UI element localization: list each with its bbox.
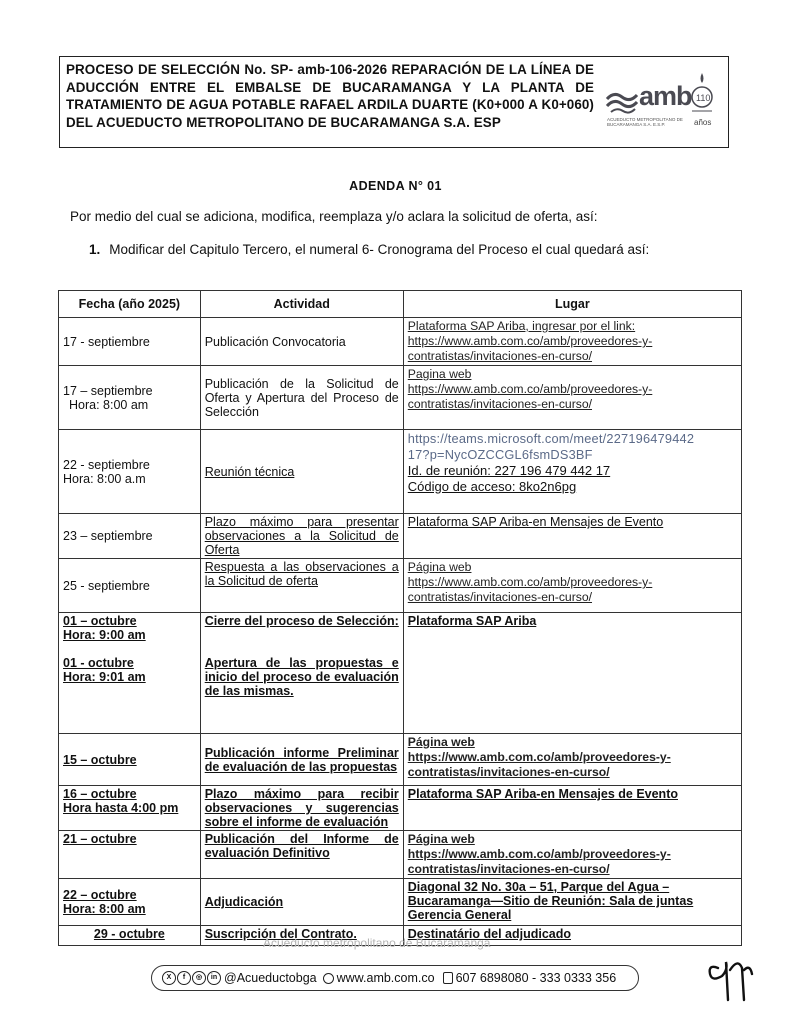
column-header-place: Lugar bbox=[403, 291, 741, 318]
place-cell: Plataforma SAP Ariba, ingresar por el link: https://www.amb.com.co/amb/proveedores-y- contratistas/invitaciones-en-curso/ bbox=[403, 318, 741, 366]
water-wave-icon bbox=[605, 89, 639, 115]
phone-icon bbox=[443, 972, 453, 984]
teams-meeting-link[interactable]: https://teams.microsoft.com/meet/227196479442 bbox=[407, 431, 695, 446]
proveedores-link[interactable]: https://www.amb.com.co/amb/proveedores-y- bbox=[407, 750, 671, 764]
phone-numbers: 607 6898080 - 333 0333 356 bbox=[455, 971, 617, 985]
globe-icon bbox=[323, 973, 334, 984]
place-cell: https://teams.microsoft.com/meet/227196479442 17?p=NycOZCCGL6fsmDS3BF Id. de reunión: 227 196 479 442 17 Código de acceso: 8ko2n6pg bbox=[403, 430, 741, 514]
place-cell: Diagonal 32 No. 30a – 51, Parque del Agua – Bucaramanga—Sitio de Reunión: Sala de juntas Gerencia General bbox=[403, 879, 741, 926]
instagram-icon[interactable]: ◎ bbox=[192, 971, 206, 985]
item-text: Modificar del Capitulo Tercero, el numeral 6- Cronograma del Proceso el cual quedará así: bbox=[109, 242, 650, 257]
place-cell: Página web https://www.amb.com.co/amb/proveedores-y- contratistas/invitaciones-en-curso/ bbox=[403, 559, 741, 613]
amb-logo bbox=[603, 81, 721, 137]
svg-text:110: 110 bbox=[696, 93, 711, 103]
date-cell: 29 - octubre bbox=[59, 926, 201, 946]
date-cell: 17 – septiembre Hora: 8:00 am bbox=[59, 366, 201, 430]
process-title: PROCESO DE SELECCIÓN No. SP- amb-106-2026 REPARACIÓN DE LA LÍNEA DE ADUCCIÓN ENTRE EL EMBALSE DE BUCARAMANGA Y LA PLANTA DE TRATAMIENTO DE AGUA POTABLE RAFAEL ARDILA DUARTE (K0+000 A K0+060) DEL ACUEDUCTO METROPOLITANO DE BUCARAMANGA S.A. ESP bbox=[66, 62, 594, 130]
place-cell: Plataforma SAP Ariba-en Mensajes de Evento bbox=[403, 786, 741, 831]
handwritten-signature bbox=[700, 950, 760, 1005]
social-icons bbox=[162, 971, 221, 985]
facebook-icon[interactable]: f bbox=[177, 971, 191, 985]
activity-cell: Respuesta a las observaciones a la Solicitud de oferta bbox=[200, 559, 403, 613]
table-row bbox=[59, 831, 742, 879]
activity-cell: Adjudicación bbox=[200, 879, 403, 926]
table-row bbox=[59, 559, 742, 613]
place-cell: Plataforma SAP Ariba-en Mensajes de Evento bbox=[403, 514, 741, 559]
date-cell: 17 - septiembre bbox=[59, 318, 201, 366]
linkedin-icon[interactable]: in bbox=[207, 971, 221, 985]
activity-cell: Publicación del Informe de evaluación Definitivo bbox=[200, 831, 403, 879]
table-row bbox=[59, 430, 742, 514]
date-cell: 01 – octubre Hora: 9:00 am 01 - octubre Hora: 9:01 am bbox=[59, 613, 201, 734]
place-cell: Pagina web https://www.amb.com.co/amb/proveedores-y- contratistas/invitaciones-en-curso/ bbox=[403, 366, 741, 430]
place-cell: Destinatário del adjudicado bbox=[403, 926, 741, 946]
watermark-text: Acueducto metropolitano de Bucaramanga bbox=[263, 936, 491, 950]
social-handle[interactable]: @Acueductobga bbox=[224, 971, 317, 985]
contact-footer bbox=[151, 965, 639, 991]
activity-cell: Plazo máximo para recibir observaciones y sugerencias sobre el informe de evaluación bbox=[200, 786, 403, 831]
table-row bbox=[59, 734, 742, 786]
table-header-row bbox=[59, 291, 742, 318]
date-cell: 22 – octubre Hora: 8:00 am bbox=[59, 879, 201, 926]
table-row bbox=[59, 879, 742, 926]
table-row bbox=[59, 366, 742, 430]
table-row bbox=[59, 318, 742, 366]
logo-text: amb bbox=[639, 81, 692, 111]
proveedores-link[interactable]: https://www.amb.com.co/amb/proveedores-y- bbox=[407, 847, 671, 861]
anniversary-seal-icon bbox=[689, 71, 715, 123]
table-row bbox=[59, 613, 742, 734]
place-cell: Página web https://www.amb.com.co/amb/proveedores-y- contratistas/invitaciones-en-curso/ bbox=[403, 734, 741, 786]
date-cell: 23 – septiembre bbox=[59, 514, 201, 559]
activity-cell: Cierre del proceso de Selección: Apertura de las propuestas e inicio del proceso de evaluación de las mismas. bbox=[200, 613, 403, 734]
proveedores-link[interactable]: https://www.amb.com.co/amb/proveedores-y- bbox=[407, 334, 653, 348]
activity-cell: Publicación Convocatoria bbox=[200, 318, 403, 366]
anniversary-label: años bbox=[694, 118, 712, 127]
place-cell: Plataforma SAP Ariba bbox=[403, 613, 741, 734]
x-icon[interactable]: X bbox=[162, 971, 176, 985]
website-link[interactable]: www.amb.com.co bbox=[336, 971, 435, 985]
date-cell: 22 - septiembre Hora: 8:00 a.m bbox=[59, 430, 201, 514]
proveedores-link[interactable]: https://www.amb.com.co/amb/proveedores-y- bbox=[407, 575, 653, 589]
activity-cell: Reunión técnica bbox=[200, 430, 403, 514]
logo-subtitle: ACUEDUCTO METROPOLITANO DE BUCARAMANGA S.A. E.S.P. bbox=[607, 117, 683, 127]
schedule-table bbox=[58, 290, 742, 946]
date-cell: 21 – octubre bbox=[59, 831, 201, 879]
date-cell: 16 – octubre Hora hasta 4:00 pm bbox=[59, 786, 201, 831]
date-cell: 15 – octubre bbox=[59, 734, 201, 786]
item-number: 1. bbox=[89, 242, 101, 257]
table-row bbox=[59, 514, 742, 559]
table-row bbox=[59, 786, 742, 831]
addendum-title: ADENDA N° 01 bbox=[349, 179, 442, 193]
document-header bbox=[59, 56, 729, 148]
proveedores-link[interactable]: https://www.amb.com.co/amb/proveedores-y- bbox=[407, 382, 653, 396]
activity-cell: Publicación de la Solicitud de Oferta y Apertura del Proceso de Selección bbox=[200, 366, 403, 430]
place-cell: Página web https://www.amb.com.co/amb/proveedores-y- contratistas/invitaciones-en-curso/ bbox=[403, 831, 741, 879]
intro-paragraph: Por medio del cual se adiciona, modifica, reemplaza y/o aclara la solicitud de oferta, así: bbox=[70, 209, 598, 224]
date-cell: 25 - septiembre bbox=[59, 559, 201, 613]
column-header-date: Fecha (año 2025) bbox=[59, 291, 201, 318]
column-header-activity: Actividad bbox=[200, 291, 403, 318]
activity-cell: Suscripción del Contrato. bbox=[200, 926, 403, 946]
activity-cell: Publicación informe Preliminar de evaluación de las propuestas bbox=[200, 734, 403, 786]
list-item bbox=[89, 242, 649, 257]
activity-cell: Plazo máximo para presentar observaciones a la Solicitud de Oferta bbox=[200, 514, 403, 559]
